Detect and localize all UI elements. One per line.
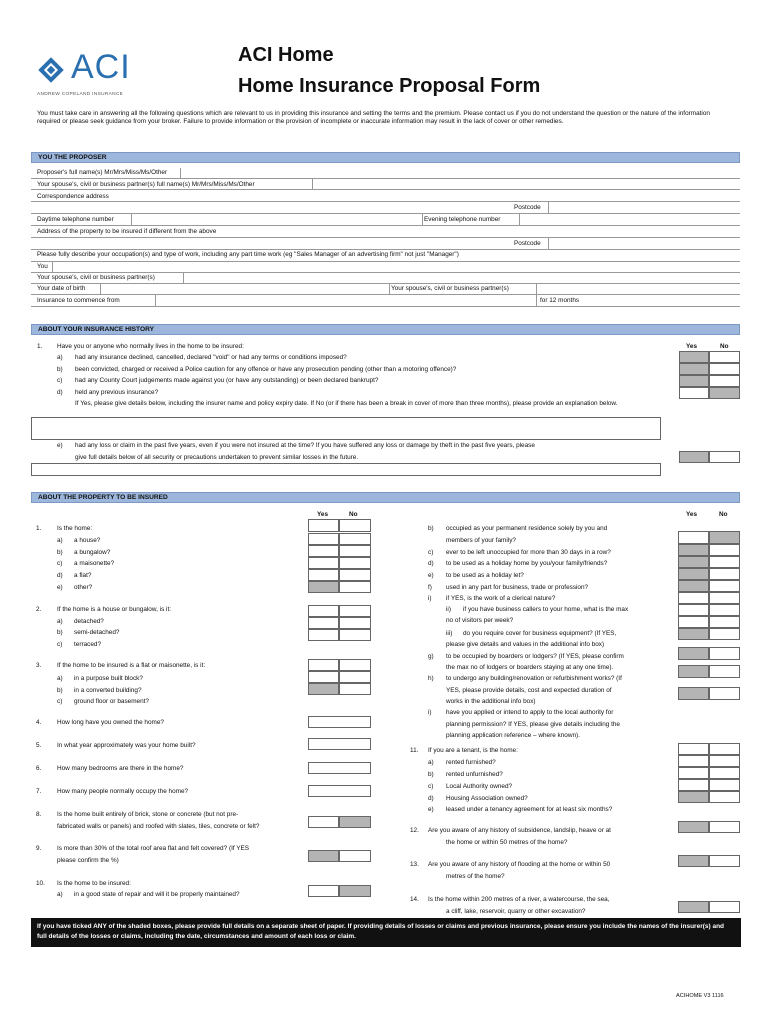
property-right-question: if you have business callers to your home, what is the max <box>463 606 629 613</box>
section-history <box>31 324 740 335</box>
property-left-answer-field[interactable] <box>308 785 371 797</box>
page-title-2: Home Insurance Proposal Form <box>238 75 541 97</box>
property-left-question: a flat? <box>74 572 92 579</box>
property-left-letter: d) <box>57 572 63 579</box>
property-left-no-box[interactable] <box>339 557 371 569</box>
property-right-question: a cliff, lake, reservoir, quarry or other excavation? <box>446 908 586 915</box>
field-full-name[interactable] <box>180 168 741 178</box>
property-left-yes-box[interactable] <box>308 885 339 897</box>
property-right-question: the home or within 50 metres of the home? <box>446 839 568 846</box>
property-right-no-box[interactable] <box>709 767 740 779</box>
property-right-yes-box[interactable] <box>678 901 709 913</box>
property-left-letter: e) <box>57 584 63 591</box>
property-left-number: 3. <box>36 662 42 669</box>
label-postcode: Postcode <box>514 204 541 211</box>
property-right-no-box[interactable] <box>709 592 740 604</box>
property-left-question: detached? <box>74 618 104 625</box>
property-right-question: Housing Association owned? <box>446 795 528 802</box>
property-left-question: other? <box>74 584 93 591</box>
field-dob[interactable] <box>100 284 390 294</box>
property-right-question: the max no of lodgers or boarders staying at any one time). <box>446 664 614 671</box>
property-left-number: 10. <box>36 880 45 887</box>
property-right-question: do you require cover for business equipment? (If YES, <box>463 630 617 637</box>
property-left-no-box[interactable] <box>339 816 371 828</box>
property-right-no-box[interactable] <box>709 779 740 791</box>
label-commence: Insurance to commence from <box>37 297 120 304</box>
property-right-question: members of your family? <box>446 537 516 544</box>
property-left-question: How many bedrooms are there in the home? <box>57 765 184 772</box>
property-right-no-box[interactable] <box>709 531 740 544</box>
property-right-letter: c) <box>428 783 434 790</box>
property-left-letter: a) <box>57 537 63 544</box>
shaded-boxes-notice <box>31 918 741 947</box>
property-right-question: YES, please provide details, cost and expected duration of <box>446 687 612 694</box>
section-proposer <box>31 152 740 163</box>
property-left-yes-box[interactable] <box>308 605 339 617</box>
history-e-yes[interactable] <box>679 451 709 463</box>
history-d-no[interactable] <box>709 387 740 399</box>
logo-diamond-icon <box>35 54 67 86</box>
history-e-2: give full details below of all security or precautions undertaken to prevent similar losses in the future. <box>75 454 359 461</box>
label-postcode-2: Postcode <box>514 240 541 247</box>
property-left-answer-field[interactable] <box>308 762 371 774</box>
property-right-letter: e) <box>428 806 434 813</box>
property-right-question: Is the home within 200 metres of a river, a watercourse, the sea, <box>428 896 610 903</box>
history-c-letter: c) <box>57 377 63 384</box>
property-left-no-box[interactable] <box>339 850 371 862</box>
history-a-yes[interactable] <box>679 351 709 363</box>
property-right-question: Local Authority owned? <box>446 783 513 790</box>
property-right-yes-box[interactable] <box>678 580 709 592</box>
property-right-no-box[interactable] <box>709 743 740 755</box>
property-right-question: to be used as a holiday let? <box>446 572 524 579</box>
property-right-no-box[interactable] <box>709 556 740 568</box>
property-right-letter: c) <box>428 549 434 556</box>
property-left-question: Is the home to be insured: <box>57 880 131 887</box>
history-e-1: had any loss or claim in the past five years, even if you were not insured at the time? If you have suffered any loss or damage by theft in the past five years, please <box>75 442 535 449</box>
property-left-yes-box[interactable] <box>308 569 339 581</box>
property-left-yes-box[interactable] <box>308 581 339 593</box>
property-right-letter: e) <box>428 572 434 579</box>
label-full-name: Proposer's full name(s) Mr/Mrs/Miss/Ms/Other <box>37 169 168 176</box>
field-postcode[interactable] <box>548 202 741 213</box>
property-right-yes-box[interactable] <box>678 855 709 867</box>
field-spouse-name[interactable] <box>312 179 741 189</box>
property-right-yes-box[interactable] <box>678 779 709 791</box>
property-left-question: terraced? <box>74 641 101 648</box>
property-right-question: planning permission? If YES, please give details including the <box>446 721 620 728</box>
form-code: ACIHOME V3 1116 <box>676 993 724 999</box>
property-right-letter: g) <box>428 653 434 660</box>
property-left-no-box[interactable] <box>339 569 371 581</box>
section-heading: ABOUT YOUR INSURANCE HISTORY <box>38 326 155 333</box>
property-left-no-box[interactable] <box>339 605 371 617</box>
property-right-yes-box[interactable] <box>678 556 709 568</box>
logo <box>35 50 135 100</box>
property-left-letter: b) <box>57 629 63 636</box>
property-right-letter: i) <box>428 595 432 602</box>
property-right-yes-box[interactable] <box>678 687 709 700</box>
logo-subtitle: ANDREW COPELAND INSURANCE <box>37 92 124 97</box>
property-left-number: 8. <box>36 811 42 818</box>
history-d-yes[interactable] <box>679 387 709 399</box>
property-left-question: In what year approximately was your home built? <box>57 742 196 749</box>
property-right-yes-box[interactable] <box>678 821 709 833</box>
property-left-question: Is the home: <box>57 525 93 532</box>
property-right-yes-box[interactable] <box>678 568 709 580</box>
property-right-no-box[interactable] <box>709 665 740 678</box>
property-left-number: 9. <box>36 845 42 852</box>
label-spouse-dob: Your spouse's, civil or business partner(s) <box>391 285 509 292</box>
page-title-1: ACI Home <box>238 44 334 66</box>
field-evening-tel[interactable] <box>519 214 741 225</box>
property-right-yes-box[interactable] <box>678 743 709 755</box>
property-left-question: a house? <box>74 537 101 544</box>
property-left-answer-field[interactable] <box>308 716 371 728</box>
property-right-no-box[interactable] <box>709 687 740 700</box>
property-left-letter: a) <box>57 891 63 898</box>
property-left-letter: a) <box>57 618 63 625</box>
property-left-question: ground floor or basement? <box>74 698 149 705</box>
history-q1-number: 1. <box>37 343 43 350</box>
label-12-months: for 12 months <box>540 297 580 304</box>
label-property-address: Address of the property to be insured if different from the above <box>37 228 217 235</box>
field-spouse-dob[interactable] <box>536 284 741 294</box>
property-left-number: 2. <box>36 606 42 613</box>
property-left-number: 6. <box>36 765 42 772</box>
property-right-no-box[interactable] <box>709 821 740 833</box>
property-no-header-right: No <box>719 511 728 518</box>
history-a-no[interactable] <box>709 351 740 363</box>
field-occupation-you[interactable] <box>52 262 741 272</box>
property-right-no-box[interactable] <box>709 616 740 628</box>
property-left-no-box[interactable] <box>339 885 371 897</box>
property-right-question: have you applied or intend to apply to the local authority for <box>446 709 614 716</box>
field-commence[interactable] <box>155 295 537 306</box>
history-a-letter: a) <box>57 354 63 361</box>
property-right-no-box[interactable] <box>709 855 740 867</box>
history-d: held any previous insurance? <box>75 389 159 396</box>
property-right-letter: i) <box>428 709 432 716</box>
property-left-no-box[interactable] <box>339 659 371 671</box>
property-right-letter: b) <box>428 771 434 778</box>
property-left-yes-box[interactable] <box>308 629 339 641</box>
section-heading: YOU THE PROPOSER <box>38 154 107 161</box>
history-d-letter: d) <box>57 389 63 396</box>
property-right-question: used in any part for business, trade or profession? <box>446 584 589 591</box>
label-correspondence: Correspondence address <box>37 193 109 200</box>
property-left-number: 7. <box>36 788 42 795</box>
property-left-letter: c) <box>57 641 63 648</box>
history-a: had any insurance declined, cancelled, declared "void" or had any terms or conditions imposed? <box>75 354 347 361</box>
label-you: You <box>37 263 48 270</box>
history-b-letter: b) <box>57 366 63 373</box>
property-left-yes-box[interactable] <box>308 519 339 532</box>
label-evening-tel: Evening telephone number <box>424 216 501 223</box>
field-daytime-tel[interactable] <box>131 214 423 225</box>
history-yes-header: Yes <box>686 343 698 350</box>
property-right-yes-box[interactable] <box>678 544 709 556</box>
label-spouse-occupation: Your spouse's, civil or business partner(s) <box>37 274 155 281</box>
section-heading: ABOUT THE PROPERTY TO BE INSURED <box>38 494 168 501</box>
property-right-question: to be used as a holiday home by you/your family/friends? <box>446 560 608 567</box>
property-left-no-box[interactable] <box>339 545 371 557</box>
property-right-question: planning application reference – where known). <box>446 732 580 739</box>
property-left-yes-box[interactable] <box>308 617 339 629</box>
property-right-letter: f) <box>428 584 432 591</box>
label-occupation: Please fully describe your occupation(s) and type of work, including any part time work (eg "Sales Manager of an advertising firm" not just "Manager") <box>37 251 459 258</box>
property-left-yes-box[interactable] <box>308 557 339 569</box>
field-spouse-occupation[interactable] <box>183 273 741 283</box>
property-right-question: to be occupied by boarders or lodgers? (If YES, please confirm <box>446 653 624 660</box>
property-left-question: a maisonette? <box>74 560 115 567</box>
property-left-yes-box[interactable] <box>308 545 339 557</box>
history-c-yes[interactable] <box>679 375 709 387</box>
property-right-no-box[interactable] <box>709 568 740 580</box>
property-left-no-box[interactable] <box>339 519 371 532</box>
property-right-no-box[interactable] <box>709 755 740 767</box>
label-dob: Your date of birth <box>37 285 86 292</box>
history-no-header: No <box>720 343 729 350</box>
property-right-no-box[interactable] <box>709 628 740 640</box>
property-right-no-box[interactable] <box>709 647 740 660</box>
property-left-question: semi-detached? <box>74 629 120 636</box>
section-property <box>31 492 740 503</box>
property-left-letter: a) <box>57 675 63 682</box>
property-left-yes-box[interactable] <box>308 533 339 545</box>
property-right-yes-box[interactable] <box>678 767 709 779</box>
property-right-question: please give details and values in the additional info box) <box>446 641 605 648</box>
history-e-letter: e) <box>57 442 63 449</box>
property-left-question: in a good state of repair and will it be properly maintained? <box>74 891 240 898</box>
property-left-number: 1. <box>36 525 42 532</box>
property-right-no-box[interactable] <box>709 604 740 616</box>
property-right-question: to undergo any building/renovation or refurbishment works? (If <box>446 675 622 682</box>
property-right-no-box[interactable] <box>709 791 740 803</box>
history-d-details-box[interactable] <box>31 417 661 440</box>
history-c-no[interactable] <box>709 375 740 387</box>
history-q1: Have you or anyone who normally lives in the home to be insured: <box>57 343 244 350</box>
property-right-yes-box[interactable] <box>678 791 709 803</box>
property-right-question: metres of the home? <box>446 873 505 880</box>
property-right-letter: iii) <box>446 630 453 637</box>
property-left-letter: c) <box>57 698 63 705</box>
property-left-yes-box[interactable] <box>308 816 339 828</box>
property-left-number: 4. <box>36 719 42 726</box>
property-left-number: 5. <box>36 742 42 749</box>
property-right-question: ever to be left unoccupied for more than 30 days in a row? <box>446 549 611 556</box>
property-right-letter: b) <box>428 525 434 532</box>
property-left-question: in a purpose built block? <box>74 675 143 682</box>
property-right-yes-box[interactable] <box>678 755 709 767</box>
property-right-question: occupied as your permanent residence solely by you and <box>446 525 608 532</box>
property-left-letter: b) <box>57 687 63 694</box>
property-right-yes-box[interactable] <box>678 604 709 616</box>
property-left-question: Is the home built entirely of brick, stone or concrete (but not pre- <box>57 811 239 818</box>
property-right-question: leased under a tenancy agreement for at least six months? <box>446 806 613 813</box>
property-right-letter: d) <box>428 560 434 567</box>
label-daytime-tel: Daytime telephone number <box>37 216 114 223</box>
property-right-number: 12. <box>410 827 419 834</box>
property-left-letter: c) <box>57 560 63 567</box>
property-right-no-box[interactable] <box>709 544 740 556</box>
property-left-no-box[interactable] <box>339 581 371 593</box>
history-e-no[interactable] <box>709 451 740 463</box>
property-left-no-box[interactable] <box>339 683 371 695</box>
property-right-yes-box[interactable] <box>678 628 709 640</box>
property-left-no-box[interactable] <box>339 671 371 683</box>
history-d-detail: If Yes, please give details below, including the insurer name and policy expiry date. If No (or if there has been a break in cover of more than three months), please provide an explanation below. <box>75 400 618 407</box>
history-b-yes[interactable] <box>679 363 709 375</box>
property-left-no-box[interactable] <box>339 533 371 545</box>
property-right-question: if YES, is the work of a clerical nature? <box>446 595 556 602</box>
property-right-letter: d) <box>428 795 434 802</box>
property-right-number: 13. <box>410 861 419 868</box>
label-spouse-name: Your spouse's, civil or business partner(s) full name(s) Mr/Mrs/Miss/Ms/Other <box>37 181 255 188</box>
property-left-yes-box[interactable] <box>308 683 339 695</box>
property-left-question: How long have you owned the home? <box>57 719 164 726</box>
property-right-question: Are you aware of any history of subsidence, landslip, heave or at <box>428 827 611 834</box>
property-left-no-box[interactable] <box>339 617 371 629</box>
property-right-letter: a) <box>428 759 434 766</box>
notice-text: If you have ticked ANY of the shaded boxes, please provide full details on a separate sheet of paper. If providing details of losses or claims and previous insurance, please ensure you include the names of the insurer(s) and full details of the losses or claims, including the date, circumstances and amount of each loss or claim. <box>37 923 725 940</box>
property-right-yes-box[interactable] <box>678 616 709 628</box>
property-right-yes-box[interactable] <box>678 531 709 544</box>
history-e-details-box[interactable] <box>31 463 661 476</box>
property-right-question: no of visitors per week? <box>446 617 514 624</box>
logo-text: ACI <box>71 48 131 86</box>
property-yes-header-right: Yes <box>686 511 698 518</box>
property-left-question: If the home is a house or bungalow, is it: <box>57 606 172 613</box>
property-right-question: rented furnished? <box>446 759 496 766</box>
property-left-yes-box[interactable] <box>308 659 339 671</box>
property-left-no-box[interactable] <box>339 629 371 641</box>
property-left-question: a bungalow? <box>74 549 111 556</box>
property-right-no-box[interactable] <box>709 580 740 592</box>
property-left-question: fabricated walls or panels) and roofed with slates, tiles, concrete or felt? <box>57 823 260 830</box>
history-b-no[interactable] <box>709 363 740 375</box>
property-left-question: please confirm the %) <box>57 857 119 864</box>
property-right-yes-box[interactable] <box>678 592 709 604</box>
intro-text: You must take care in answering all the following questions which are relevant to us in providing this insurance and setting the terms and the premium. Please contact us if you do not understand the question or the nature of the information required or please seek guidance from your broker. Failure to provide information or the provision of incomplete or inaccurate information may result in the lack of cover or other remedies. <box>37 110 710 125</box>
property-right-question: If you are a tenant, is the home: <box>428 747 518 754</box>
property-left-question: in a converted building? <box>74 687 142 694</box>
property-left-question: Is more than 30% of the total roof area flat and felt covered? (If YES <box>57 845 250 852</box>
property-left-yes-box[interactable] <box>308 850 339 862</box>
property-right-yes-box[interactable] <box>678 647 709 660</box>
property-right-question: Are you aware of any history of flooding at the home or within 50 <box>428 861 611 868</box>
property-left-letter: b) <box>57 549 63 556</box>
property-right-number: 11. <box>410 747 419 754</box>
property-left-answer-field[interactable] <box>308 738 371 750</box>
property-left-yes-box[interactable] <box>308 671 339 683</box>
property-right-letter: h) <box>428 675 434 682</box>
property-right-no-box[interactable] <box>709 901 740 913</box>
property-right-question: rented unfurnished? <box>446 771 503 778</box>
property-yes-header-left: Yes <box>317 511 329 518</box>
property-right-number: 14. <box>410 896 419 903</box>
history-c: had any County Court judgements made against you (or have any outstanding) or been declared bankrupt? <box>75 377 379 384</box>
property-left-question: How many people normally occupy the home? <box>57 788 189 795</box>
property-right-yes-box[interactable] <box>678 665 709 678</box>
field-postcode-2[interactable] <box>548 238 741 249</box>
property-left-question: If the home to be insured is a flat or maisonette, is it: <box>57 662 206 669</box>
history-b: been convicted, charged or received a Police caution for any offence or have any prosecution pending (other than a motoring offence)? <box>75 366 457 373</box>
property-right-letter: ii) <box>446 606 451 613</box>
property-right-question: works in the additional info box) <box>446 698 536 705</box>
property-no-header-left: No <box>349 511 358 518</box>
